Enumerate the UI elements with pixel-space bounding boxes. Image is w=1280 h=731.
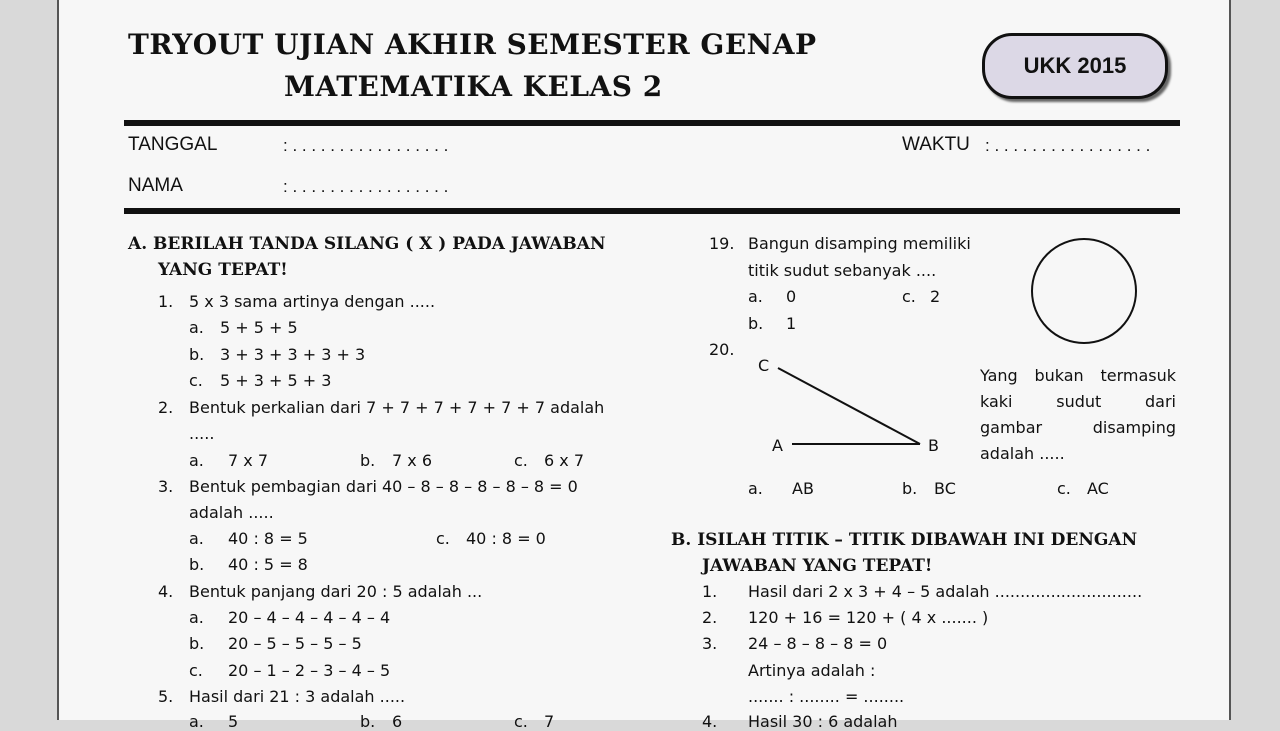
b3-text: 24 – 8 – 8 – 8 = 0 <box>748 634 888 653</box>
q2-option-c: 6 x 7 <box>544 451 584 470</box>
q5-text: Hasil dari 21 : 3 adalah ..... <box>189 687 406 706</box>
top-rule <box>124 120 1180 126</box>
q1-text: 5 x 3 sama artinya dengan ..... <box>189 292 436 311</box>
q5-letter-c: c. <box>514 712 528 731</box>
q4-number: 4. <box>158 582 174 601</box>
q2-option-a: 7 x 7 <box>228 451 268 470</box>
q2-letter-a: a. <box>189 451 204 470</box>
q4-text: Bentuk panjang dari 20 : 5 adalah ... <box>189 582 483 601</box>
q1-option-c: 5 + 3 + 5 + 3 <box>220 371 332 390</box>
q4-letter-b: b. <box>189 634 205 653</box>
q3-letter-c: c. <box>436 529 450 548</box>
q19-number: 19. <box>709 234 735 253</box>
section-a-heading: A. BERILAH TANDA SILANG ( X ) PADA JAWABAN <box>128 234 606 254</box>
q3-option-a: 40 : 8 = 5 <box>228 529 308 548</box>
q20-label-b: B <box>928 436 939 455</box>
q5-letter-b: b. <box>360 712 376 731</box>
circle-shape <box>1032 239 1136 343</box>
q19-letter-c: c. <box>902 287 916 306</box>
q20-label-a: A <box>772 436 783 455</box>
bottom-rule <box>124 208 1180 214</box>
title-line1: TRYOUT UJIAN AKHIR SEMESTER GENAP <box>128 28 817 61</box>
q1-letter-b: b. <box>189 345 205 364</box>
q19-letter-a: a. <box>748 287 763 306</box>
q19-letter-b: b. <box>748 314 764 333</box>
section-a-heading-2: YANG TEPAT! <box>158 260 288 280</box>
tanggal-field: : . . . . . . . . . . . . . . . . . <box>283 136 449 155</box>
q1-option-a: 5 + 5 + 5 <box>220 318 298 337</box>
q1-letter-c: c. <box>189 371 203 390</box>
waktu-field: : . . . . . . . . . . . . . . . . . <box>985 136 1151 155</box>
q5-option-a: 5 <box>228 712 239 731</box>
q5-option-b: 6 <box>392 712 403 731</box>
q2-letter-c: c. <box>514 451 528 470</box>
q4-option-a: 20 – 4 – 4 – 4 – 4 – 4 <box>228 608 391 627</box>
q5-letter-a: a. <box>189 712 204 731</box>
q20-desc-3: gambar disamping <box>980 418 1176 437</box>
section-b-heading-2: JAWABAN YANG TEPAT! <box>702 556 933 576</box>
circle-figure <box>1028 236 1140 346</box>
b3-answer-blanks: ....... : ........ = ........ <box>748 687 905 706</box>
q2-text-cont: ..... <box>189 424 215 443</box>
q19-option-a: 0 <box>786 287 797 306</box>
q3-text: Bentuk pembagian dari 40 – 8 – 8 – 8 – 8 – 8 = 0 <box>189 477 578 496</box>
q4-option-c: 20 – 1 – 2 – 3 – 4 – 5 <box>228 661 391 680</box>
b3-text-cont: Artinya adalah : <box>748 661 876 680</box>
b1-number: 1. <box>702 582 718 601</box>
q4-letter-a: a. <box>189 608 204 627</box>
q3-number: 3. <box>158 477 174 496</box>
q20-option-a: AB <box>792 479 814 498</box>
q4-option-b: 20 – 5 – 5 – 5 – 5 <box>228 634 362 653</box>
q1-option-b: 3 + 3 + 3 + 3 + 3 <box>220 345 366 364</box>
q5-number: 5. <box>158 687 174 706</box>
q20-desc-1: Yang bukan termasuk <box>980 366 1176 385</box>
nama-label: NAMA <box>128 175 183 196</box>
q20-number: 20. <box>709 340 735 359</box>
q20-option-b: BC <box>934 479 956 498</box>
q4-letter-c: c. <box>189 661 203 680</box>
q19-option-b: 1 <box>786 314 797 333</box>
q3-letter-b: b. <box>189 555 205 574</box>
q20-letter-a: a. <box>748 479 763 498</box>
q20-desc-2: kaki sudut dari <box>980 392 1176 411</box>
angle-figure <box>770 360 930 455</box>
q2-letter-b: b. <box>360 451 376 470</box>
q3-text-cont: adalah ..... <box>189 503 274 522</box>
q20-option-c: AC <box>1087 479 1109 498</box>
q19-text: Bangun disamping memiliki <box>748 234 971 253</box>
q2-text: Bentuk perkalian dari 7 + 7 + 7 + 7 + 7 + 7 adalah <box>189 398 605 417</box>
q3-option-b: 40 : 5 = 8 <box>228 555 308 574</box>
q20-label-c: C <box>758 356 770 375</box>
q3-letter-a: a. <box>189 529 204 548</box>
q1-letter-a: a. <box>189 318 204 337</box>
b2-text: 120 + 16 = 120 + ( 4 x ....... ) <box>748 608 989 627</box>
nama-field: : . . . . . . . . . . . . . . . . . <box>283 177 449 196</box>
b4-number: 4. <box>702 712 718 731</box>
b1-text: Hasil dari 2 x 3 + 4 – 5 adalah ............................. <box>748 582 1143 601</box>
b3-number: 3. <box>702 634 718 653</box>
year-badge <box>982 33 1168 99</box>
section-b-heading: B. ISILAH TITIK – TITIK DIBAWAH INI DENGAN <box>671 530 1138 550</box>
badge-text: UKK 2015 <box>1023 53 1127 78</box>
tanggal-label: TANGGAL <box>128 134 218 155</box>
q3-option-c: 40 : 8 = 0 <box>466 529 546 548</box>
b2-number: 2. <box>702 608 718 627</box>
q20-desc-4: adalah ..... <box>980 444 1065 463</box>
q2-option-b: 7 x 6 <box>392 451 432 470</box>
title-line2: MATEMATIKA KELAS 2 <box>284 70 663 103</box>
b4-text: Hasil 30 : 6 adalah <box>748 712 898 731</box>
q20-letter-c: c. <box>1057 479 1071 498</box>
line-cb <box>778 368 920 444</box>
q20-letter-b: b. <box>902 479 918 498</box>
waktu-label: WAKTU <box>902 134 970 155</box>
q19-text-cont: titik sudut sebanyak .... <box>748 261 937 280</box>
q5-option-c: 7 <box>544 712 555 731</box>
q1-number: 1. <box>158 292 174 311</box>
q2-number: 2. <box>158 398 174 417</box>
q19-option-c: 2 <box>930 287 941 306</box>
